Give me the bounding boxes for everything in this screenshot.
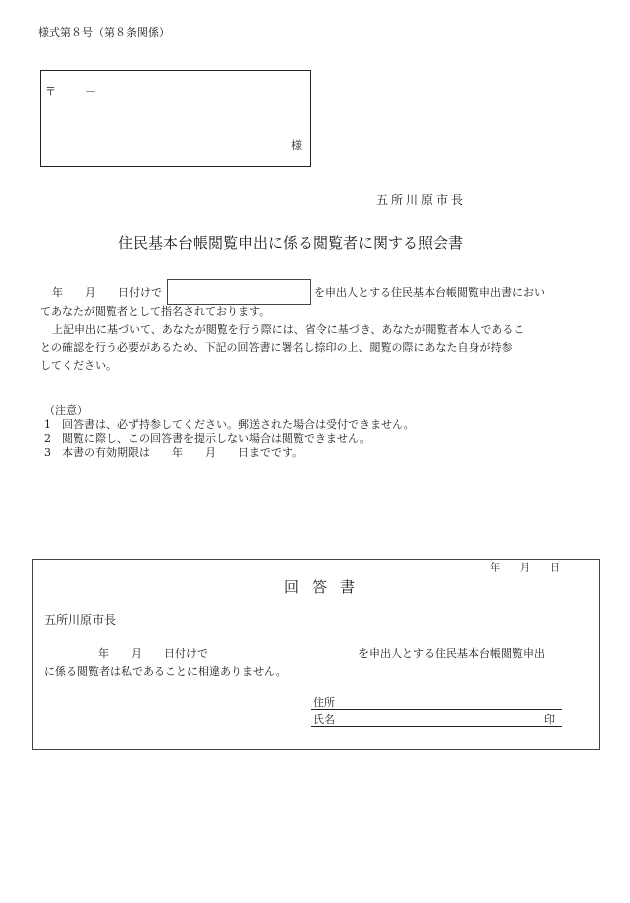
reply-line1-suffix: を申出人とする住民基本台帳閲覧申出 xyxy=(358,647,545,660)
notes-header: （注意） xyxy=(44,404,88,417)
reply-line2: に係る閲覧者は私であることに相違ありません。 xyxy=(44,665,287,678)
body-date-prefix: 年 月 日付けで xyxy=(52,286,162,299)
body-line1-suffix: を申出人とする住民基本台帳閲覧申出書におい xyxy=(314,286,545,299)
reply-date-prefix: 年 月 日付けで xyxy=(98,647,208,660)
address-line[interactable] xyxy=(311,709,562,710)
body-line3: 上記申出に基づいて、あなたが閲覧を行う際には、省令に基づき、あなたが閲覧者本人であるこ xyxy=(52,323,525,336)
reply-recipient: 五所川原市長 xyxy=(44,613,117,627)
body-line5: してください。 xyxy=(40,359,117,372)
address-label: 住所 xyxy=(313,696,335,709)
name-line[interactable] xyxy=(311,726,562,727)
body-line4: との確認を行う必要があるため、下記の回答書に署名し捺印の上、閲覧の際にあなた自身が持参 xyxy=(40,341,513,354)
form-number: 様式第８号（第８条関係） xyxy=(38,26,170,39)
reply-date: 年 月 日 xyxy=(490,563,560,574)
applicant-name-field[interactable] xyxy=(167,279,311,305)
sender: 五所川原市長 xyxy=(376,193,467,207)
note-item: 2 閲覧に際し、この回答書を提示しない場合は閲覧できません。 xyxy=(44,432,371,445)
honorific: 様 xyxy=(291,139,302,152)
address-box xyxy=(40,70,311,167)
page-title: 住民基本台帳閲覧申出に係る閲覧者に関する照会書 xyxy=(118,234,464,252)
body-line2: てあなたが閲覧者として指名されております。 xyxy=(40,305,271,318)
reply-title: 回答書 xyxy=(284,578,369,596)
note-item: 1 回答書は、必ず持参してください。郵送された場合は受付できません。 xyxy=(44,418,415,431)
seal-label: 印 xyxy=(544,713,555,726)
note-item: 3 本書の有効期限は 年 月 日までです。 xyxy=(44,446,304,459)
postal-dash: － xyxy=(85,85,96,98)
postal-mark: 〒 xyxy=(45,85,56,98)
name-label: 氏名 xyxy=(313,713,335,726)
